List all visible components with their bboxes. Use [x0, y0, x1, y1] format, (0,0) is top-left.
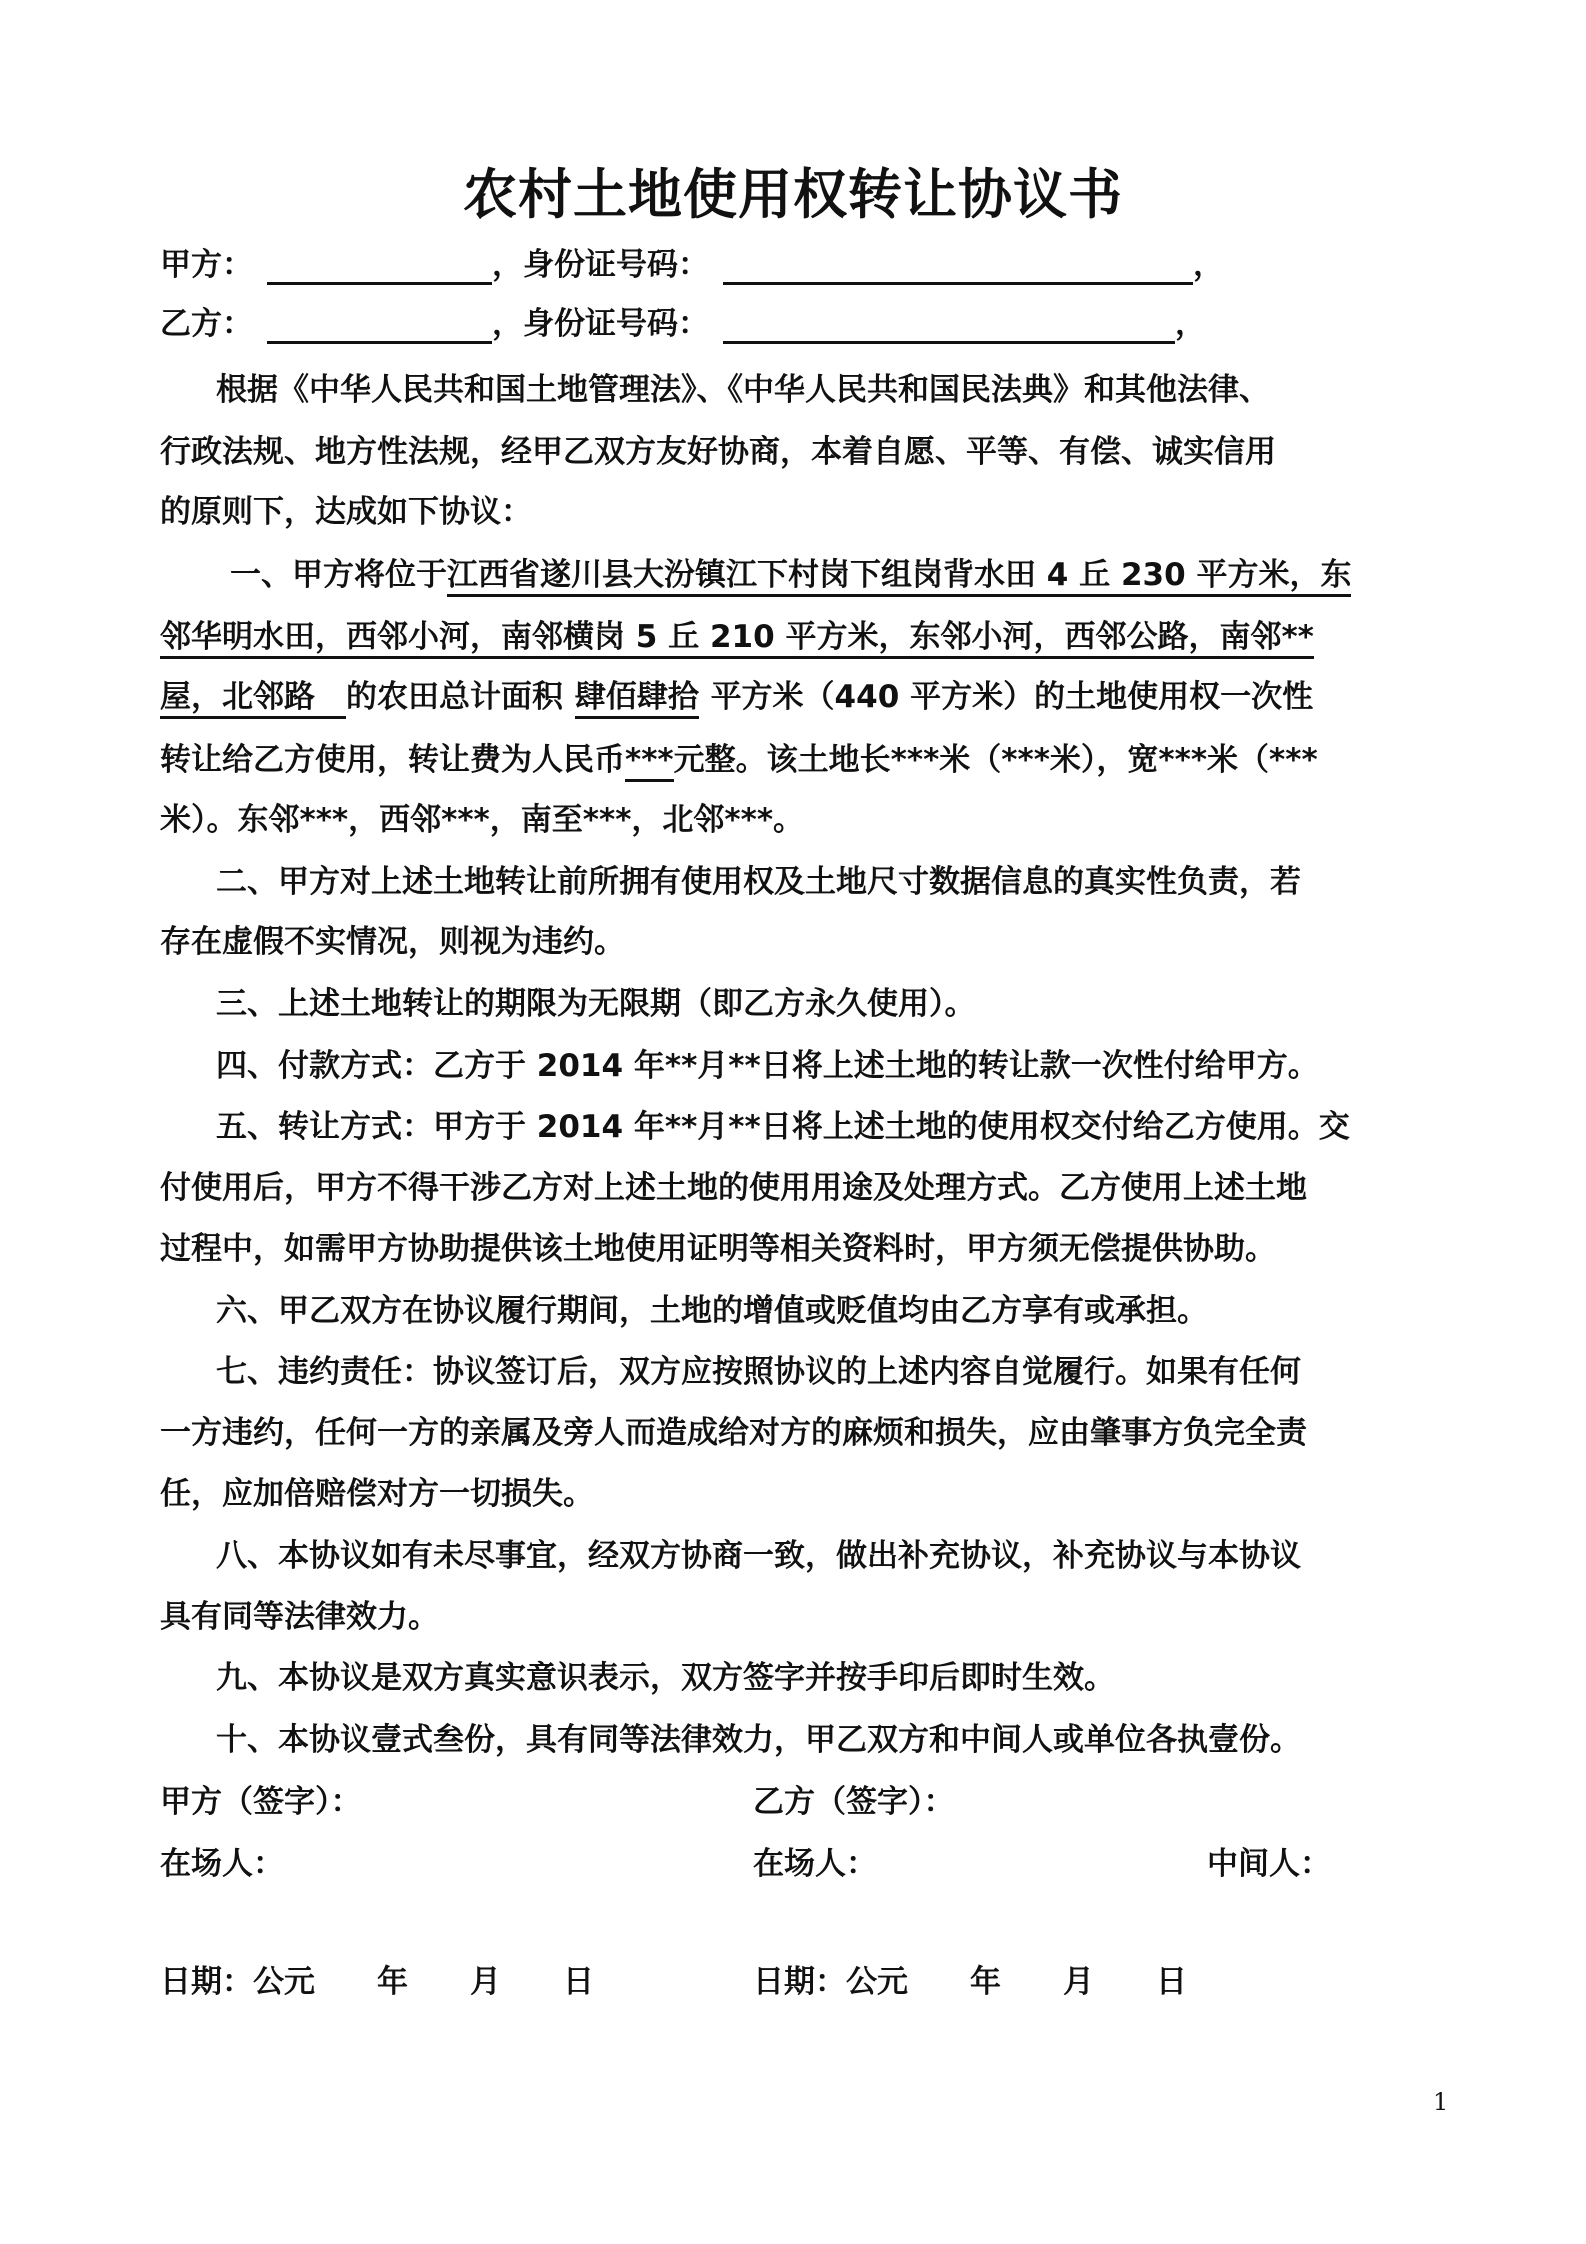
fee-label: 转让给乙方使用，转让费为人民币: [160, 742, 625, 778]
date-b-label: 日期：公元 年 月 日: [753, 1964, 1187, 2000]
party-b-comma: ，: [1175, 306, 1206, 342]
area-label: 的农田总计面积: [346, 679, 563, 715]
clause-9-line: 九、本协议是双方真实意识表示，双方签字并按手印后即时生效。: [216, 1660, 1115, 1696]
clause-7-line: 七、违约责任：协议签订后，双方应按照协议的上述内容自觉履行。如果有任何: [216, 1354, 1301, 1390]
party-b-line: [160, 304, 1450, 344]
clause-4-line: 四、付款方式：乙方于 2014 年**月**日将上述土地的转让款一次性付给甲方。: [216, 1048, 1319, 1084]
area-suffix: 平方米（440 平方米）的土地使用权一次性: [710, 679, 1314, 715]
party-b-signature-label: 乙方（签字）：: [753, 1784, 955, 1820]
page-number: 1: [1433, 2088, 1449, 2116]
party-b-id-label: ，身份证号码：: [492, 306, 709, 342]
preamble-line: 的原则下，达成如下协议：: [160, 494, 532, 530]
middleman-label: 中间人：: [1207, 1846, 1331, 1882]
party-a-comma: ，: [1193, 247, 1224, 283]
transfer-fee: ***: [625, 741, 674, 782]
clause-7-line: 一方违约，任何一方的亲属及旁人而造成给对方的麻烦和损失，应由肇事方负完全责: [160, 1415, 1307, 1451]
clause-1-prefix: 一、甲方将位于: [230, 557, 447, 593]
land-location: 江西省遂川县大汾镇江下村岗下组岗背水田 4 丘 230 平方米，东: [447, 556, 1351, 597]
clause-2-line: 存在虚假不实情况，则视为违约。: [160, 924, 625, 960]
party-a-line: [160, 245, 1450, 285]
party-b-name-field[interactable]: [267, 309, 492, 344]
clause-1-line: [160, 740, 1450, 782]
clause-1-line: [160, 677, 1450, 719]
clause-7-line: 任，应加倍赔偿对方一切损失。: [160, 1476, 594, 1512]
witness-b-label: 在场人：: [753, 1846, 877, 1882]
clause-5-line: 五、转让方式：甲方于 2014 年**月**日将上述土地的使用权交付给乙方使用。交: [216, 1109, 1350, 1145]
clause-8-line: 具有同等法律效力。: [160, 1599, 439, 1635]
clause-3-line: 三、上述土地转让的期限为无限期（即乙方永久使用）。: [216, 986, 976, 1022]
date-a-label: 日期：公元 年 月 日: [160, 1964, 594, 2000]
document-title: 农村土地使用权转让协议书: [463, 163, 1123, 226]
fee-suffix: 元整。该土地长***米（***米），宽***米（***: [673, 742, 1318, 778]
witness-a-label: 在场人：: [160, 1846, 284, 1882]
party-b-id-field[interactable]: [723, 309, 1175, 344]
total-area-chinese: 肆佰肆拾: [575, 678, 699, 719]
party-a-id-field[interactable]: [723, 250, 1193, 285]
party-a-signature-label: 甲方（签字）：: [160, 1784, 362, 1820]
clause-1-line: [160, 617, 1450, 659]
clause-5-line: 付使用后，甲方不得干涉乙方对上述土地的使用用途及处理方式。乙方使用上述土地: [160, 1170, 1307, 1206]
party-b-label: 乙方：: [160, 306, 253, 342]
clause-5-line: 过程中，如需甲方协助提供该土地使用证明等相关资料时，甲方须无偿提供协助。: [160, 1231, 1276, 1267]
preamble-line: 行政法规、地方性法规，经甲乙双方友好协商，本着自愿、平等、有偿、诚实信用: [160, 434, 1276, 470]
preamble-line: 根据《中华人民共和国土地管理法》、《中华人民共和国民法典》和其他法律、: [216, 372, 1270, 408]
party-a-id-label: ，身份证号码：: [492, 247, 709, 283]
party-a-name-field[interactable]: [267, 250, 492, 285]
land-boundaries: 邻华明水田，西邻小河，南邻横岗 5 丘 210 平方米，东邻小河，西邻公路，南邻**: [160, 618, 1314, 659]
clause-1-line: 米）。东邻***，西邻***，南至***，北邻***。: [160, 802, 805, 838]
clause-10-line: 十、本协议壹式叁份，具有同等法律效力，甲乙双方和中间人或单位各执壹份。: [216, 1722, 1301, 1758]
land-boundaries-end: 屋，北邻路: [160, 678, 346, 719]
party-a-label: 甲方：: [160, 247, 253, 283]
clause-1-line: [160, 555, 1520, 597]
clause-8-line: 八、本协议如有未尽事宜，经双方协商一致，做出补充协议，补充协议与本协议: [216, 1538, 1301, 1574]
clause-6-line: 六、甲乙双方在协议履行期间，土地的增值或贬值均由乙方享有或承担。: [216, 1293, 1208, 1329]
clause-2-line: 二、甲方对上述土地转让前所拥有使用权及土地尺寸数据信息的真实性负责，若: [216, 864, 1301, 900]
